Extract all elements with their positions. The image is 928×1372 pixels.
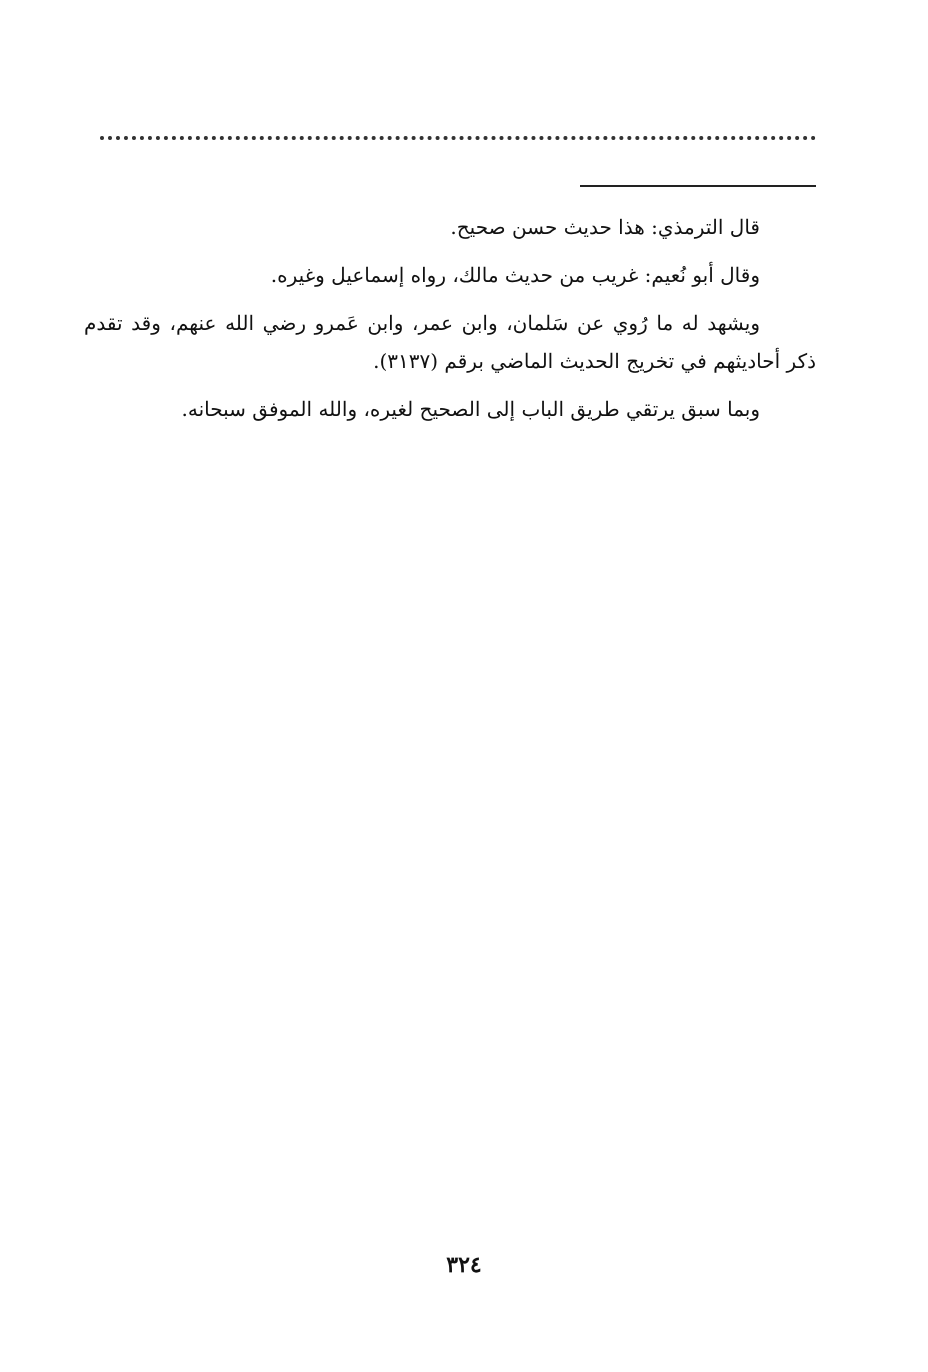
- paragraph-conclusion: وبما سبق يرتقي طريق الباب إلى الصحيح لغيره، والله الموفق سبحانه.: [181, 397, 760, 421]
- page-number: ٣٢٤: [446, 1252, 482, 1278]
- body-text: [84, 208, 816, 428]
- dotted-separator: [100, 136, 816, 140]
- footnote-separator-line: [580, 185, 816, 187]
- paragraph-supporting-narrations: ويشهد له ما رُوي عن سَلمان، وابن عمر، وابن عَمرو رضي الله عنهم، وقد تقدم ذكر أحاديثهم في تخريج الحديث الماضي برقم (٣١٣٧).: [84, 311, 816, 373]
- paragraph-abu-nuaym: وقال أبو نُعيم: غريب من حديث مالك، رواه إسماعيل وغيره.: [270, 263, 760, 287]
- paragraph-tirmidhi: قال الترمذي: هذا حديث حسن صحيح.: [450, 215, 760, 239]
